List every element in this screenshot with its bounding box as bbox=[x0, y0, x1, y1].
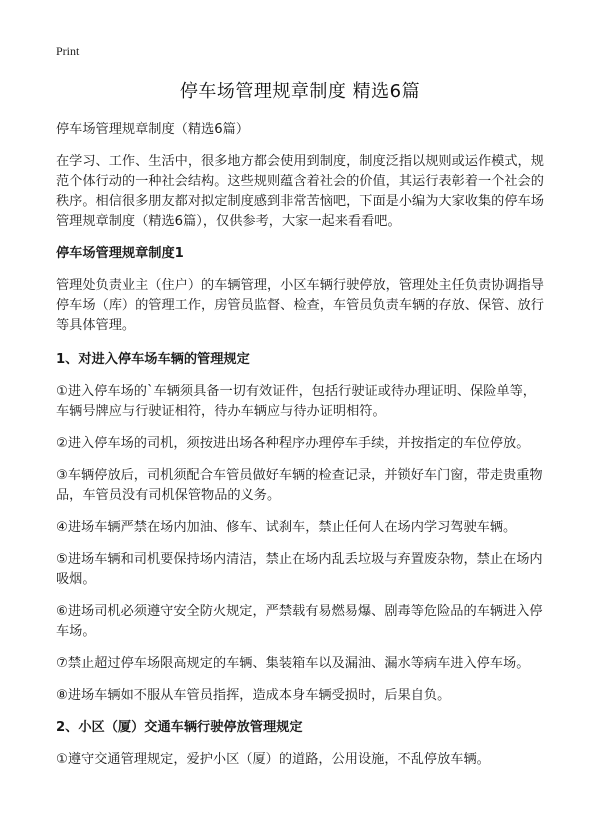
intro-paragraph: 在学习、工作、生活中，很多地方都会使用到制度，制度泛指以规则或运作模式，规范个体行动的一种社会结构。这些规则蕴含着社会的价值，其运行表彰着一个社会的秩序。相信很多朋友都对拟定制度感到非常苦恼吧，下面是小编为大家收集的停车场管理规章制度（精选6篇），仅供参考，大家一起来看看吧。 bbox=[56, 154, 544, 229]
document-subtitle: 停车场管理规章制度（精选6篇） bbox=[56, 122, 250, 137]
rule-item: ①进入停车场的`车辆须具备一切有效证件，包括行驶证或待办理证明、保险单等，车辆号牌应与行驶证相符，待办车辆应与待办证明相符。 bbox=[56, 384, 536, 419]
rule-item: ②进入停车场的司机，须按进出场各种程序办理停车手续，并按指定的车位停放。 bbox=[56, 436, 530, 451]
print-label: Print bbox=[56, 44, 80, 58]
document-title: 停车场管理规章制度 精选6篇 bbox=[179, 81, 421, 102]
rule-item: ④进场车辆严禁在场内加油、修车、试刹车，禁止任何人在场内学习驾驶车辆。 bbox=[56, 520, 517, 535]
rule-item: ⑧进场车辆如不服从车管员指挥，造成本身车辆受损时，后果自负。 bbox=[56, 688, 451, 703]
rule-item: ①遵守交通管理规定，爱护小区（厦）的道路，公用设施，不乱停放车辆。 bbox=[56, 752, 490, 767]
rule-item: ③车辆停放后，司机须配合车管员做好车辆的检查记录，并锁好车门窗，带走贵重物品，车管员没有司机保管物品的义务。 bbox=[56, 468, 543, 503]
rule-item: ⑥进场司机必须遵守安全防火规定，严禁载有易燃易爆、剧毒等危险品的车辆进入停车场。 bbox=[56, 604, 543, 639]
rule-item: ⑤进场车辆和司机要保持场内清洁，禁止在场内乱丢垃圾与弃置废杂物，禁止在场内吸烟。 bbox=[56, 552, 543, 587]
section-heading-2: 2、小区（厦）交通车辆行驶停放管理规定 bbox=[56, 720, 303, 735]
chapter-heading: 停车场管理规章制度1 bbox=[56, 246, 184, 261]
chapter-intro-paragraph: 管理处负责业主（住户）的车辆管理，小区车辆行驶停放，管理处主任负责协调指导停车场（库）的管理工作，房管员监督、检查，车管员负责车辆的存放、保管、放行等具体管理。 bbox=[56, 278, 544, 333]
section-heading-1: 1、对进入停车场车辆的管理规定 bbox=[56, 352, 250, 367]
rule-item: ⑦禁止超过停车场限高规定的车辆、集装箱车以及漏油、漏水等病车进入停车场。 bbox=[56, 656, 530, 671]
document-body bbox=[56, 120, 548, 782]
